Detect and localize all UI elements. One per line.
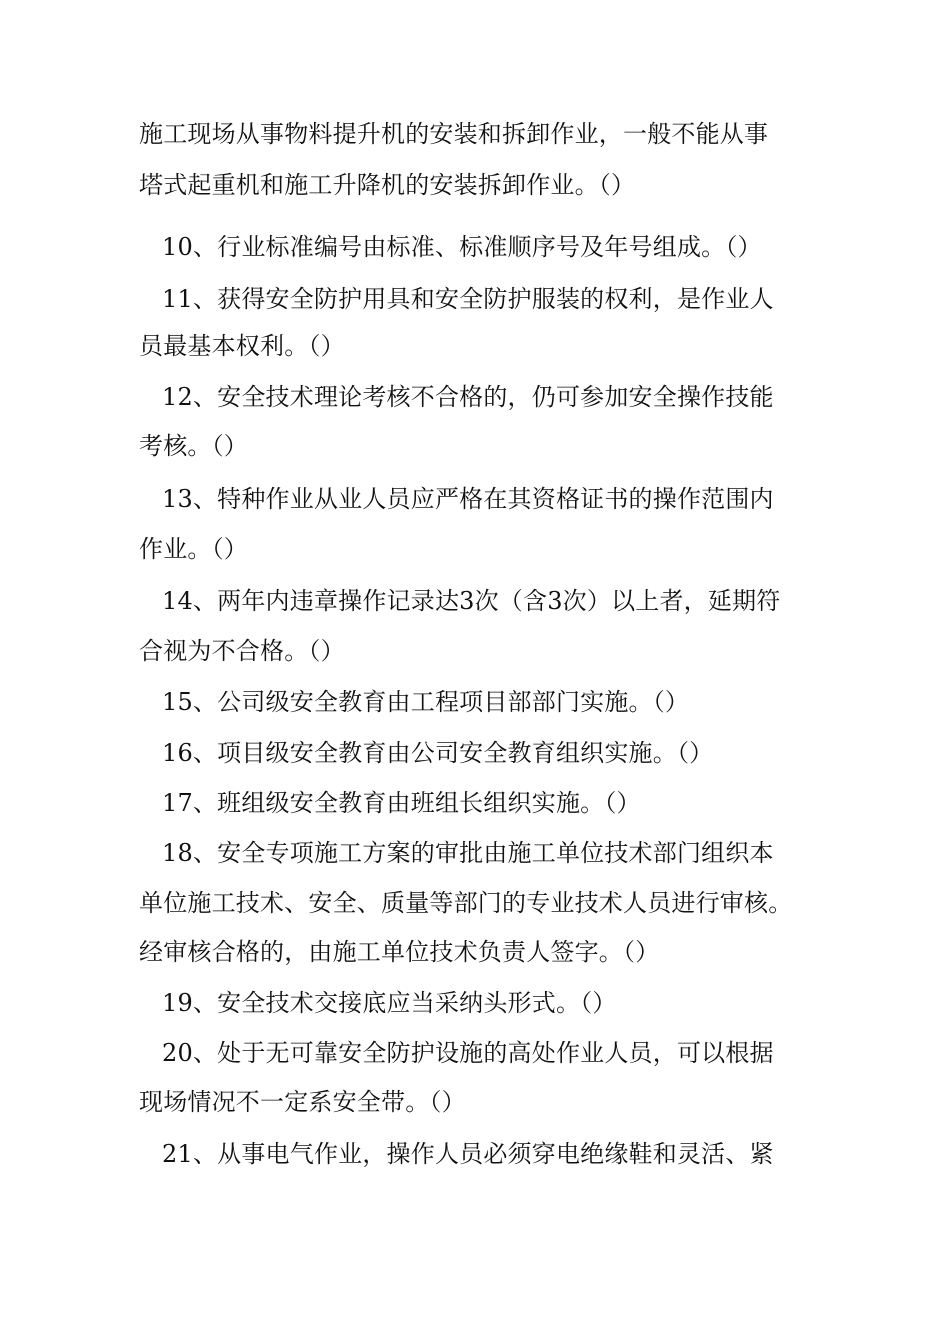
text-line: 经审核合格的，由施工单位技术负责人签字。（） bbox=[139, 938, 660, 966]
text-line: 单位施工技术、安全、质量等部门的专业技术人员进行审核。 bbox=[139, 889, 793, 917]
text-line: 20、处于无可靠安全防护设施的高处作业人员，可以根据 bbox=[162, 1039, 774, 1067]
text-line: 18、安全专项施工方案的审批由施工单位技术部门组织本 bbox=[162, 839, 774, 867]
text-line: 14、两年内违章操作记录达3次（含3次）以上者，延期符 bbox=[162, 587, 781, 615]
text-line: 16、项目级安全教育由公司安全教育组织实施。（） bbox=[162, 739, 714, 767]
text-line: 员最基本权利。（） bbox=[139, 332, 345, 360]
text-line: 12、安全技术理论考核不合格的，仍可参加安全操作技能 bbox=[162, 383, 774, 411]
text-line: 19、安全技术交接底应当采纳头形式。（） bbox=[162, 989, 617, 1017]
text-line: 17、班组级安全教育由班组长组织实施。（） bbox=[162, 789, 641, 817]
text-line: 施工现场从事物料提升机的安装和拆卸作业，一般不能从事 bbox=[139, 120, 769, 148]
text-line: 13、特种作业从业人员应严格在其资格证书的操作范围内 bbox=[162, 485, 774, 513]
text-line: 15、公司级安全教育由工程项目部部门实施。（） bbox=[162, 688, 690, 716]
text-line: 合视为不合格。（） bbox=[139, 637, 345, 665]
text-line: 10、行业标准编号由标准、标准顺序号及年号组成。（） bbox=[162, 233, 762, 261]
text-line: 塔式起重机和施工升降机的安装拆卸作业。（） bbox=[139, 171, 636, 199]
text-line: 21、从事电气作业，操作人员必须穿电绝缘鞋和灵活、紧 bbox=[162, 1140, 774, 1168]
text-line: 考核。（） bbox=[139, 432, 248, 460]
text-line: 作业。（） bbox=[139, 535, 248, 563]
text-line: 11、获得安全防护用具和安全防护服装的权利，是作业人 bbox=[162, 285, 774, 313]
text-line: 现场情况不一定系安全带。（） bbox=[139, 1088, 466, 1116]
